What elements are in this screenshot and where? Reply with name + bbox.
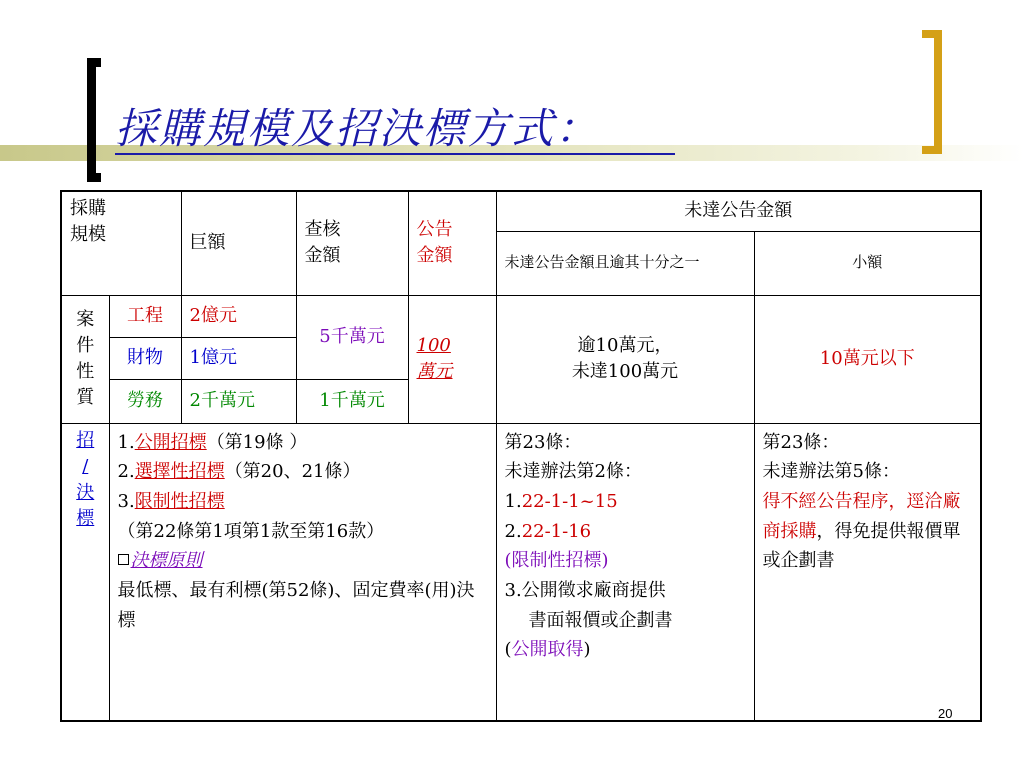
page-number: 20 [938, 706, 953, 721]
header-below-announce: 未達公告金額 [496, 191, 981, 231]
right-bracket-decoration [922, 30, 942, 154]
award-methods-text: 最低標、最有利標(第52條)、固定費率(用)決標 [117, 579, 475, 631]
selective-tender-link[interactable]: 選擇性招標 [134, 461, 225, 483]
header-huge-amount: 巨額 [181, 191, 296, 295]
procurement-table [60, 190, 982, 722]
header-review-amount: 查核 金額 [296, 191, 408, 295]
announce-amount-value: 100 萬元 [408, 295, 496, 423]
small-amount-range: 10萬元以下 [754, 295, 981, 423]
header-procurement-scale: 採購 規模 [61, 191, 181, 295]
property-huge-amount: 1億元 [181, 337, 296, 379]
open-tender-link[interactable]: 公開招標 [134, 431, 207, 453]
header-small-amount: 小額 [754, 231, 981, 295]
small-amount-rules: 第23條： 未達辦法第5條： 得不經公告程序，逕洽廠商採購，得免提供報價單或企劃書 [754, 423, 981, 721]
header-announce-amount: 公告 金額 [408, 191, 496, 295]
restricted-tender-link[interactable]: 限制性招標 [134, 490, 225, 512]
title-underline [115, 153, 675, 155]
review-amount-shared: 5千萬元 [296, 295, 408, 379]
slide-title: 採購規模及招決標方式： [115, 104, 600, 153]
case-nature-label: 案 件 性 質 [61, 295, 109, 423]
labor-label: 勞務 [109, 379, 181, 423]
tender-award-label: 招 / 決 標 [61, 423, 109, 721]
tender-methods-cell: 1.公開招標（第19條 ） 2.選擇性招標（第20、21條） 3.限制性招標（第22條第1項第1款至第16款） 決標原則 最低標、最有利標(第52條)、固定費率(用)決標 [109, 423, 496, 721]
header-below-over-tenth: 未達公告金額且逾其十分之一 [496, 231, 754, 295]
engineering-label: 工程 [109, 295, 181, 337]
award-principle-link[interactable]: 決標原則 [130, 550, 203, 572]
square-bullet-icon [118, 554, 129, 565]
below-announce-rules: 第23條： 未達辦法第2條： 1.22-1-1~15 2.22-1-16 (限制性招標) 3.公開徵求廠商提供 書面報價或企劃書 (公開取得) [496, 423, 754, 721]
labor-huge-amount: 2千萬元 [181, 379, 296, 423]
labor-review-amount: 1千萬元 [296, 379, 408, 423]
engineering-huge-amount: 2億元 [181, 295, 296, 337]
below-announce-range: 逾10萬元， 未達100萬元 [496, 295, 754, 423]
left-bracket-decoration [87, 58, 101, 182]
property-label: 財物 [109, 337, 181, 379]
